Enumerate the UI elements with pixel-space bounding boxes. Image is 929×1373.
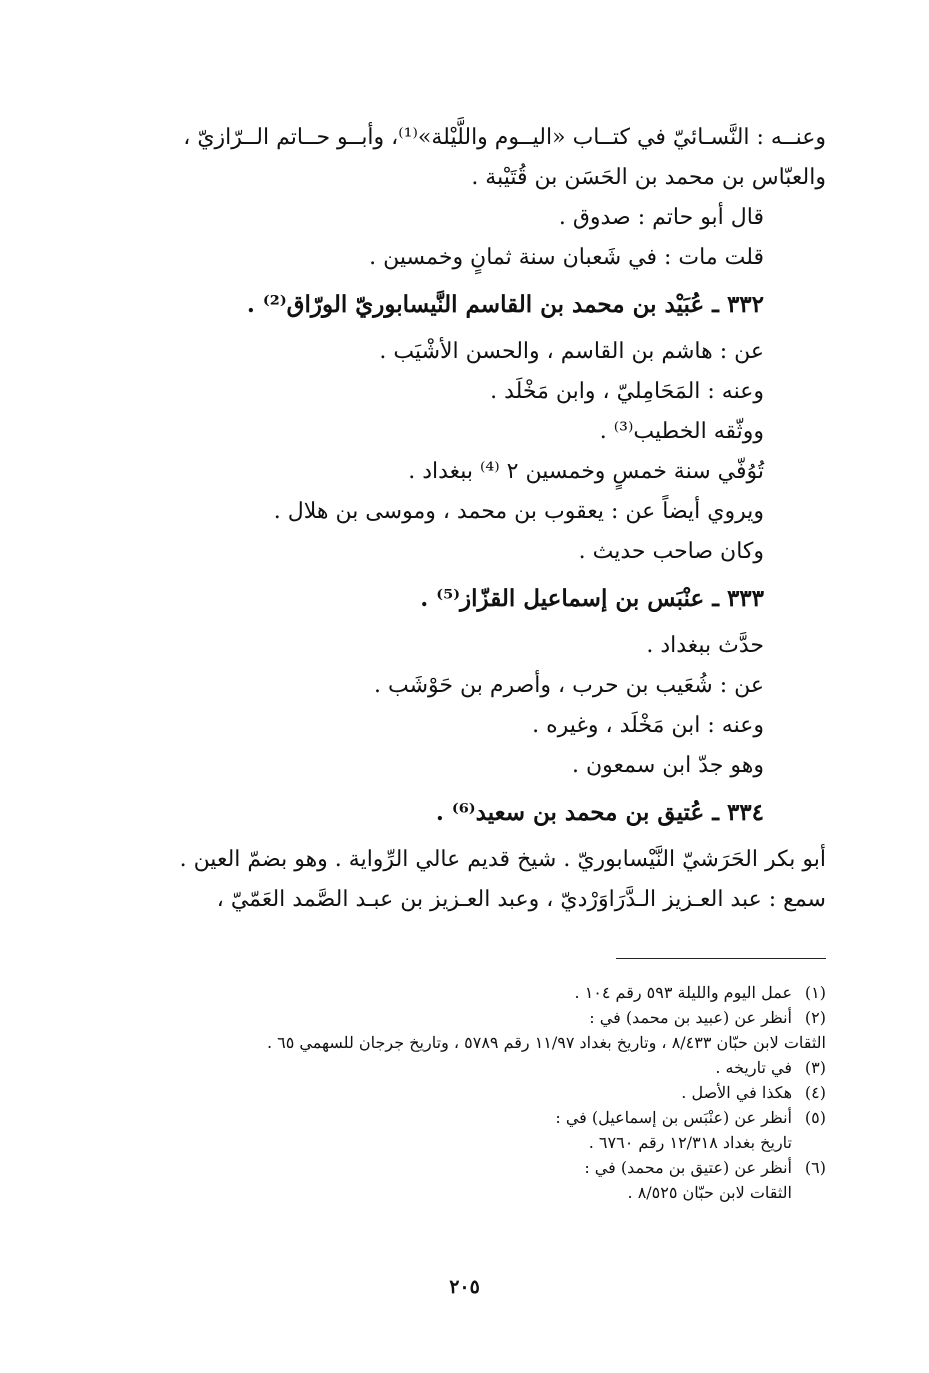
footnote-number: (٦) [804,1158,826,1177]
footnote-text: أنظر عن (عتيق بن محمد) في : [584,1158,792,1177]
text-line: قال أبو حاتم : صدوق . [558,205,764,230]
footnote-number: (٣) [804,1058,826,1077]
text-line: أبو بكر الحَرَشيّ النَّيْسابوريّ . شيخ قديم عالي الرِّواية . وهو بضمّ العين . [179,847,826,872]
footnote-text: أنظر عن (عبيد بن محمد) في : [589,1008,792,1027]
footnote [106,1080,826,1105]
footnote-number: (٥) [804,1108,826,1127]
text-line: حدَّث ببغداد . [646,633,764,658]
text-line: ووثّقه الخطيب⁽³⁾ . [599,419,764,444]
main-text [106,118,826,920]
text-line: وعنه : المَحَامِليّ ، وابن مَخْلَد . [490,379,764,404]
text-line: عن : شُعَيب بن حرب ، وأصرم بن حَوْشَب . [374,673,764,698]
footnote-text: أنظر عن (عنْبَس بن إسماعيل) في : [555,1108,792,1127]
entry-title: ٣٣٢ ـ عُبَيْد بن محمد بن القاسم النَّيسابوريّ الورّاق⁽²⁾ . [246,291,764,318]
footnote [106,1005,826,1030]
text-line: وهو جدّ ابن سمعون . [572,753,764,778]
footnote-text: عمل اليوم والليلة ٥٩٣ رقم ١٠٤ . [574,983,792,1002]
footnote-number: (١) [804,983,826,1002]
text-line: عن : هاشم بن القاسم ، والحسن الأشْيَب . [379,339,764,364]
footnote-number: (٤) [804,1083,826,1102]
footnote-number: (٢) [804,1008,826,1027]
footnote-divider [616,958,826,959]
footnote-text: هكذا في الأصل . [681,1083,792,1102]
text-line: قلت مات : في شَعبان سنة ثمانٍ وخمسين . [369,245,764,270]
footnote [106,1055,826,1080]
text-line: تُوُفّي سنة خمسٍ وخمسين ٢ ⁽⁴⁾ ببغداد . [408,459,764,484]
text-line: وعنه : ابن مَخْلَد ، وغيره . [532,713,764,738]
page-number: ٢٠٥ [449,1276,480,1298]
footnotes [106,980,826,1205]
footnote-text: الثقات لابن حبّان ٨/٥٢٥ . [627,1183,792,1202]
footnote-text: الثقات لابن حبّان ٨/٤٣٣ ، وتاريخ بغداد ١١/٩٧ رقم ٥٧٨٩ ، وتاريخ جرجان للسهمي ٦٥ . [266,1033,826,1052]
footnote [106,1105,826,1155]
footnote [106,1030,826,1055]
footnote [106,1155,826,1205]
text-line: سمع : عبد العـزيز الـدَّرَاوَرْديّ ، وعبد العـزيز بن عبـد الصَّمد العَمّيّ ، [216,887,826,912]
text-line: وعنــه : النَّسـائيّ في كتــاب «اليــوم واللَّيْلة»⁽¹⁾، وأبــو حــاتم الــرّازيّ ، [183,125,826,150]
footnote-text: في تاريخه . [715,1058,792,1077]
footnote [106,980,826,1005]
text-line: ويروي أيضاً عن : يعقوب بن محمد ، وموسى بن هلال . [273,499,764,524]
entry-title: ٣٣٤ ـ عُتيق بن محمد بن سعيد⁽⁶⁾ . [435,799,764,826]
text-line: والعبّاس بن محمد بن الحَسَن بن قُتَيْبة . [471,165,826,190]
text-line: وكان صاحب حديث . [578,539,764,564]
footnote-text: تاريخ بغداد ١٢/٣١٨ رقم ٦٧٦٠ . [588,1133,792,1152]
entry-title: ٣٣٣ ـ عنْبَس بن إسماعيل القزّاز⁽⁵⁾ . [420,585,764,612]
